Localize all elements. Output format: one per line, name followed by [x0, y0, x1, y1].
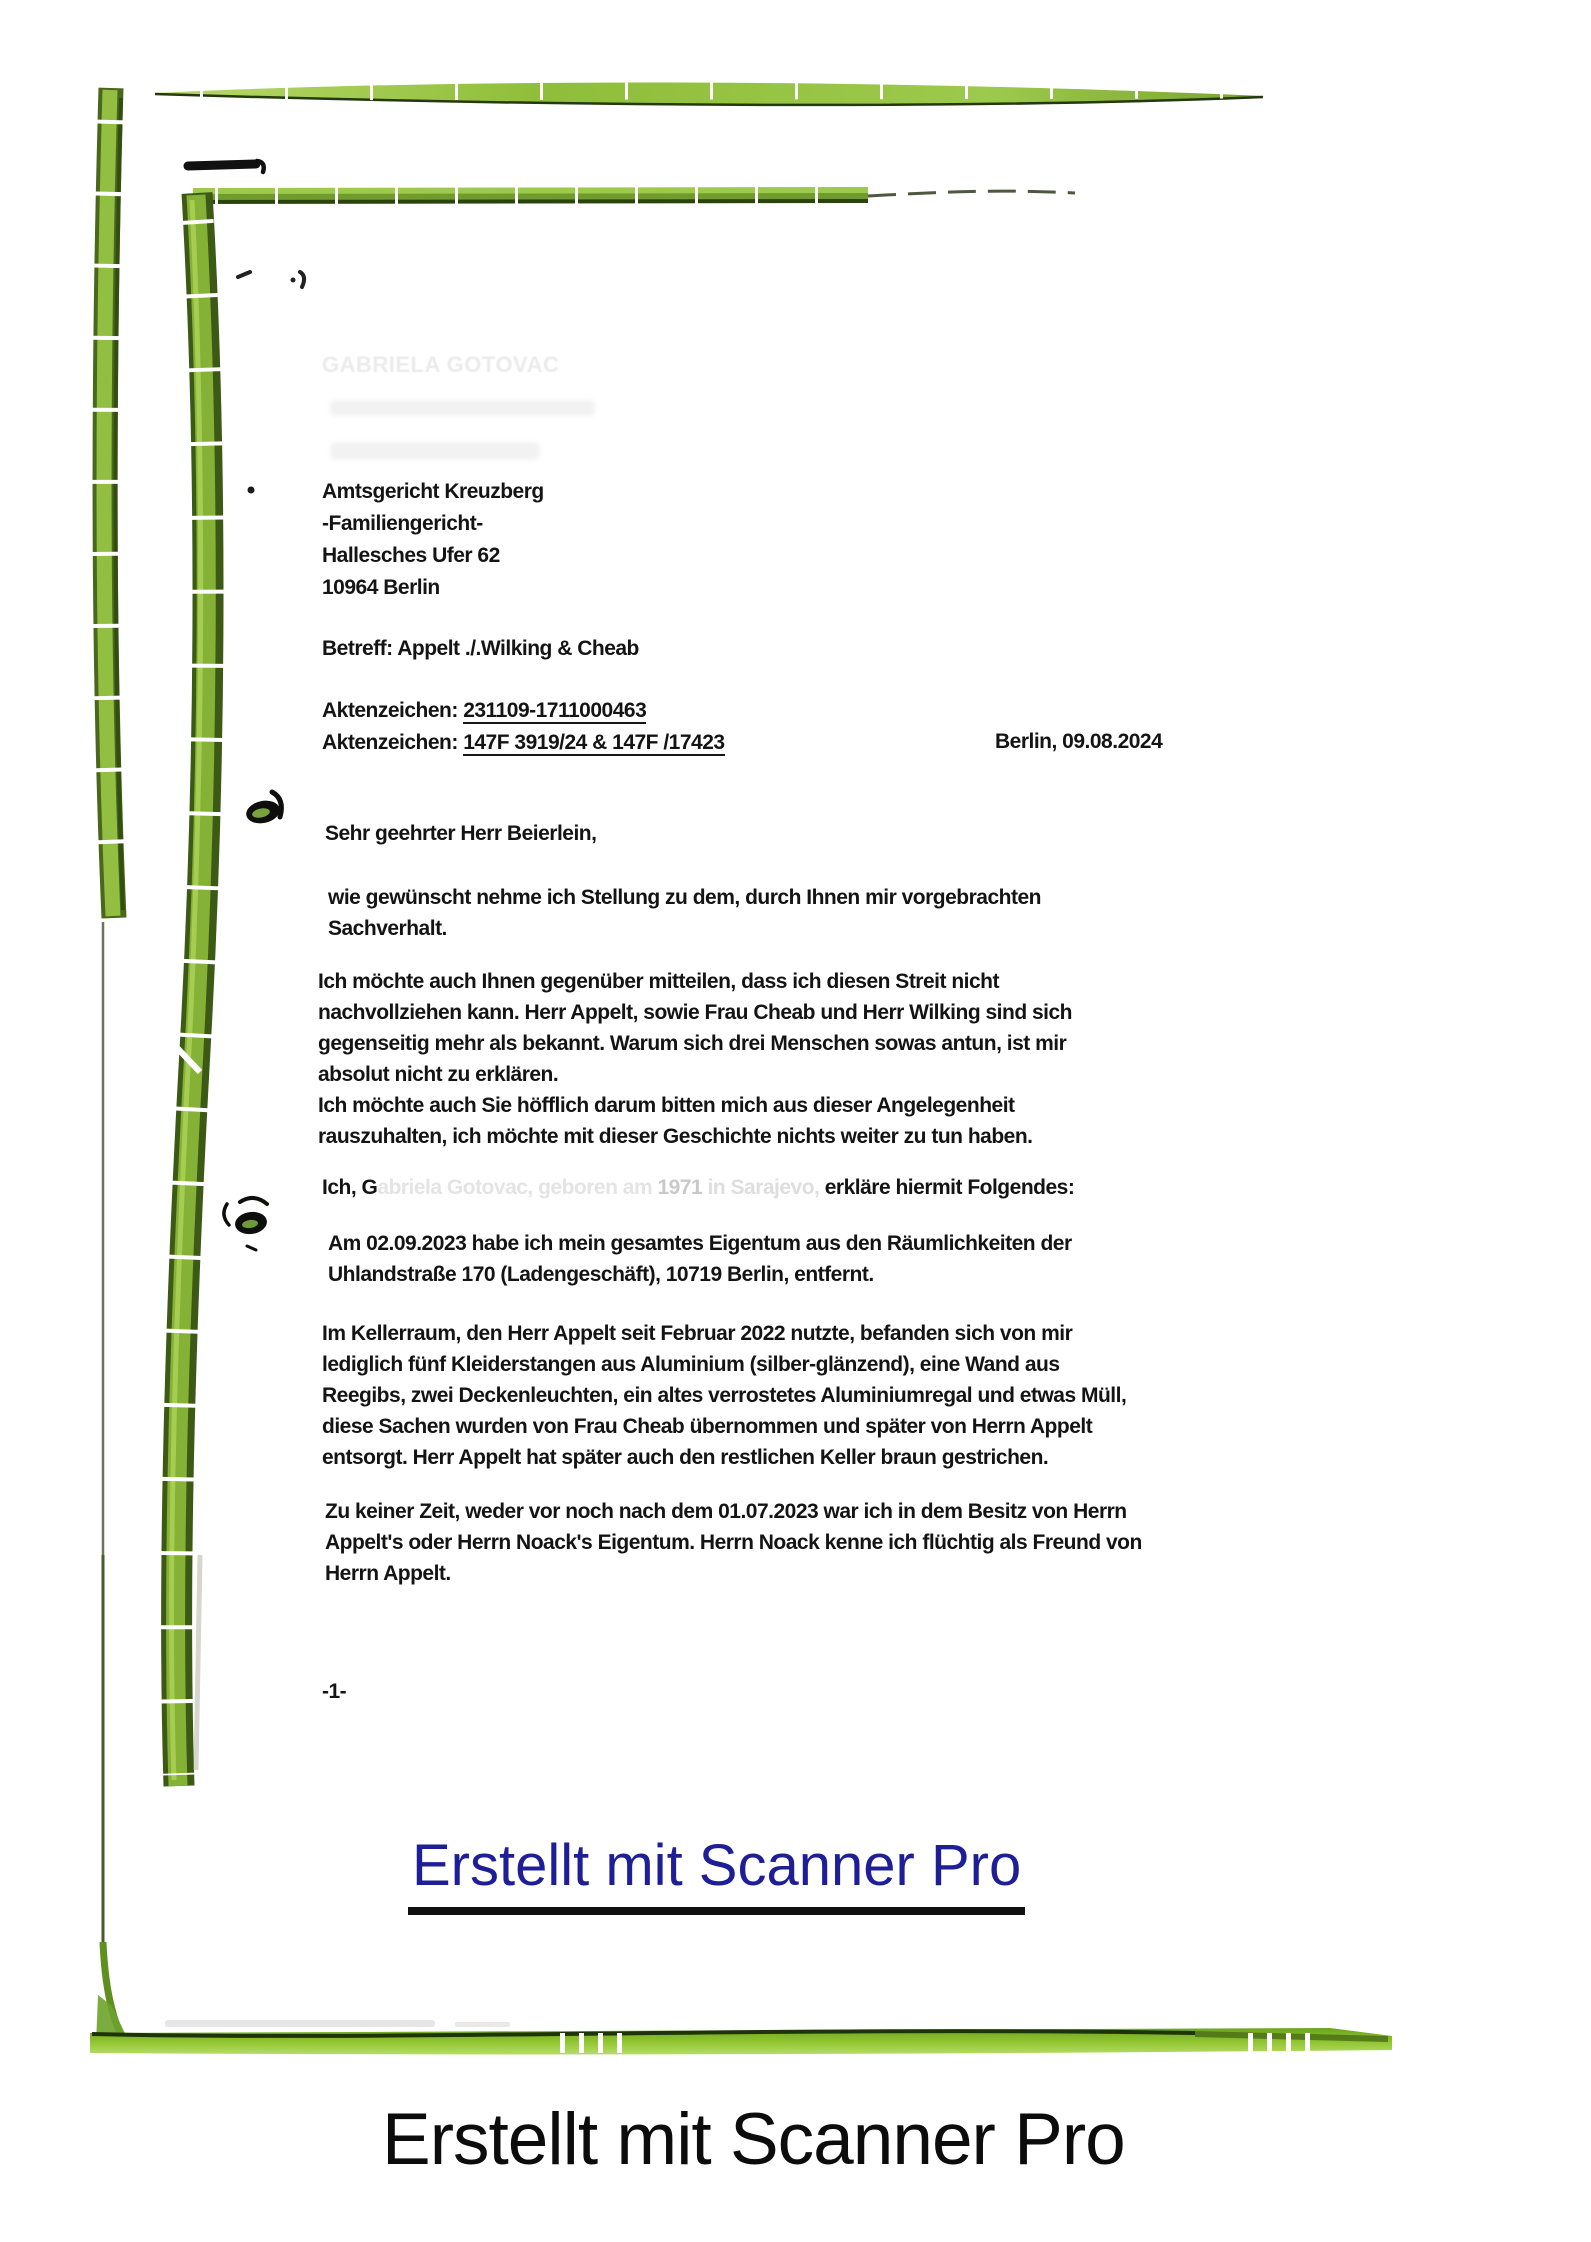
black-dash-mark-icon — [188, 161, 264, 172]
declaration-line — [322, 1172, 1074, 1204]
redacted-sender-city — [330, 442, 540, 460]
declaration-faded-name: abriela Gotovac, geboren am — [377, 1176, 658, 1199]
scanner-pro-link[interactable]: Erstellt mit Scanner Pro — [408, 1832, 1025, 1915]
case-number-value-1: 231109-1711000463 — [463, 699, 647, 722]
paragraph-cellar: Im Kellerraum, den Herr Appelt seit Februar 2022 nutzte, befanden sich von mir lediglich fünf Kleiderstangen aus Aluminium (silber-glänzend), eine Wand aus Reegibs, zwei Deckenleuchten, ein altes verrostetes Aluminiumregal und etwas Müll, diese Sachen wurden von Frau Cheab übernommen und später von Herrn Appelt entsorgt. Herr Appelt hat später auch den restlichen Keller braun gestrichen. — [322, 1322, 1127, 1469]
case-number-row-2 — [322, 727, 725, 759]
redacted-sender-name: GABRIELA GOTOVAC — [322, 352, 560, 377]
date-line: Berlin, 09.08.2024 — [995, 730, 1163, 753]
case-number-row-1 — [322, 695, 646, 727]
page-number: -1- — [322, 1680, 347, 1703]
declaration-faded-year: 1971 — [657, 1176, 703, 1199]
speckle-marks-icon — [238, 272, 304, 494]
bottom-scan-band-icon — [90, 2020, 1392, 2054]
paragraph-dispute: Ich möchte auch Ihnen gegenüber mitteilen, dass ich diesen Streit nicht nachvollziehen kann. Herr Appelt, sowie Frau Cheab und Herr Wilking sind sich gegenseitig mehr als bekannt. Warum sich drei Menschen sowas antun, ist mir absolut nicht zu erklären. Ich möchte auch Sie höfflich darum bitten mich aus dieser Angelegenheit rauszuhalten, ich möchte mit dieser Geschichte nichts weiter zu tun haben. — [318, 970, 1073, 1148]
scanner-pro-footer-watermark: Erstellt mit Scanner Pro — [382, 2099, 1125, 2180]
subject-line: Betreff: Appelt ./.Wilking & Cheab — [322, 637, 639, 660]
bamboo-stalk-short-icon — [104, 88, 123, 918]
recipient-address: Amtsgericht Kreuzberg -Familiengericht- Hallesches Ufer 62 10964 Berlin — [322, 480, 544, 599]
bamboo-stalk-long-icon — [162, 193, 208, 1786]
paragraph-property: Am 02.09.2023 habe ich mein gesamtes Eigentum aus den Räumlichkeiten der Uhlandstraße 170 (Ladengeschäft), 10719 Berlin, entfernt. — [328, 1232, 1072, 1286]
top-scan-band-icon — [155, 82, 1265, 104]
redacted-sender-street — [330, 400, 595, 416]
case-number-label-2: Aktenzeichen: — [322, 731, 464, 754]
paragraph-possession: Zu keiner Zeit, weder vor noch nach dem 01.07.2023 war ich in dem Besitz von Herrn Appelt's oder Herrn Noack's Eigentum. Herrn Noack kenne ich flüchtig als Freund von Herrn Appelt. — [325, 1500, 1142, 1585]
case-number-label-1: Aktenzeichen: — [322, 699, 464, 722]
mid-scan-band-icon — [193, 190, 1075, 202]
paragraph-intro: wie gewünscht nehme ich Stellung zu dem, durch Ihnen mir vorgebrachten Sachverhalt. — [328, 886, 1041, 940]
leaf-mark-upper-icon — [244, 792, 282, 826]
declaration-suffix: erkläre hiermit Folgendes: — [819, 1176, 1075, 1199]
declaration-prefix: Ich, G — [322, 1176, 378, 1199]
case-number-value-2: 147F 3919/24 & 147F /17423 — [463, 731, 725, 754]
leaf-mark-lower-icon — [224, 1198, 268, 1250]
declaration-faded-place: in Sarajevo, — [702, 1176, 820, 1199]
salutation: Sehr geehrter Herr Beierlein, — [325, 822, 597, 845]
thin-edge-line-icon — [96, 922, 130, 2044]
